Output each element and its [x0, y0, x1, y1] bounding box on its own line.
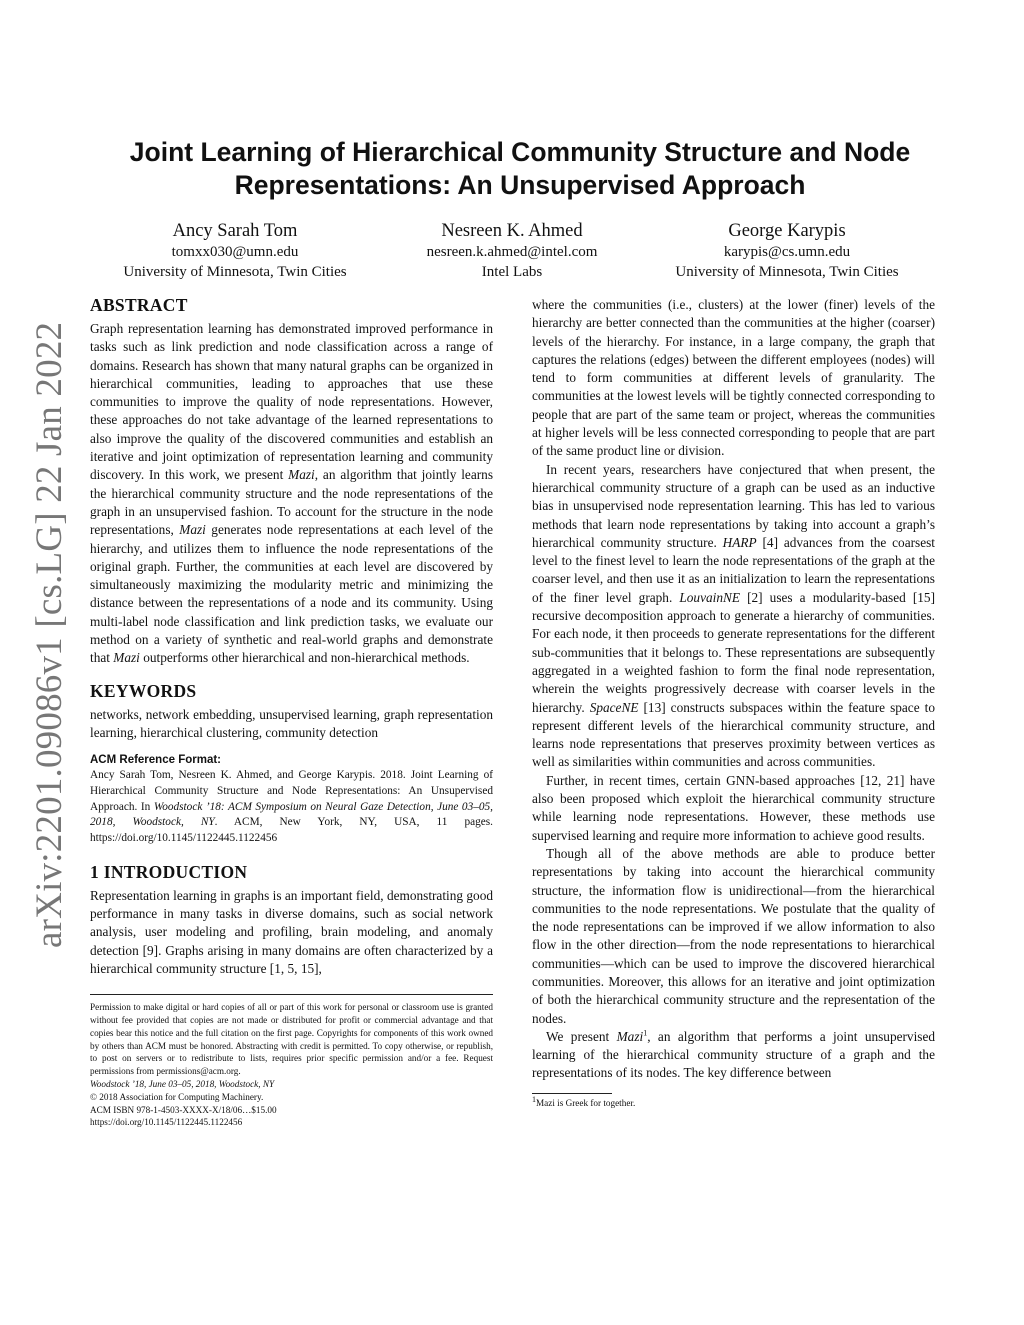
abstract-body: Graph representation learning has demonstrated improved performance in tasks such as link prediction and node classification across a range of domains. Research has shown that many natural graphs can be organized in hierarchical communities, leading to approaches that use these communities to improve the quality of node representations. However, these approaches do not take advantage of the learned representations to also improve the quality of the discovered communities and establish an iterative and joint optimization of representation learning and community discovery. In this work, we present Mazi, an algorithm that jointly learns the hierarchical community structure and the node representations of the graph in an unsupervised fashion. To account for the structure in the node representations, Mazi generates node representations at each level of the hierarchy, and utilizes them to influence the node representations of the original graph. Further, the communities at each level are discovered by simultaneously maximizing the modularity metric and minimizing the distance between the representations of a node and its community. Using multi-label node classification and link prediction tasks, we evaluate our method on a variety of synthetic and real-world graphs and demonstrate that Mazi outperforms other hierarchical and non-hierarchical methods. — [90, 321, 493, 666]
author-email: karypis@cs.umn.edu — [723, 244, 851, 260]
method-name: SpaceNE — [589, 699, 639, 715]
abstract-heading: ABSTRACT — [90, 295, 188, 315]
method-name: Mazi — [113, 650, 140, 666]
acm-reference-text: Ancy Sarah Tom, Nesreen K. Ahmed, and George Karypis. 2018. Joint Learning of Hierarchical Community Structure and Node Representations: An Unsupervised Approach. In Woodstock ’18: ACM Symposium on Neural Gaze Detection, June 03–05, 2018, Woodstock, NY. ACM, New York, NY, USA, 11 pages. https://doi.org/10.1145/1122445.1122456 — [90, 769, 493, 845]
footer-block — [90, 994, 493, 1129]
author-email: nesreen.k.ahmed@intel.com — [426, 244, 598, 260]
left-column — [90, 294, 493, 1129]
venue-line: Woodstock ’18, June 03–05, 2018, Woodstock, NY — [90, 1079, 275, 1090]
body-paragraph: Further, in recent times, certain GNN-based approaches [12, 21] have also been proposed which exploit the hierarchical community structure while learning node representations. However, these methods use supervised learning and require more information to achieve good results. — [532, 772, 935, 843]
permission-notice: Permission to make digital or hard copies of all or part of this work for personal or classroom use is granted without fee provided that copies are not made or distributed for profit or commercial advantage and that copies bear this notice and the full citation on the first page. Copyrights for components of this work owned by others than ACM must be honored. Abstracting with credit is permitted. To copy otherwise, or republish, to post on servers or to redistribute to lists, requires prior specific permission and/or a fee. Request permissions from permissions@acm.org. — [90, 1002, 493, 1077]
author-block — [90, 220, 940, 285]
keywords-heading: KEYWORDS — [90, 680, 197, 701]
paper-title: Joint Learning of Hierarchical Community Structure and Node Representations: An Unsupervised Approach — [129, 137, 911, 200]
copyright-line: © 2018 Association for Computing Machinery. — [90, 1091, 264, 1102]
author-affiliation: Intel Labs — [481, 264, 543, 280]
body-paragraph: Though all of the above methods are able to produce better representations by taking into account the hierarchical community structure, the information flow is unidirectional—from the hierarchical communities to the node representations. We postulate that the quality of the node representations can be improved if we allow information to also flow in the other direction—from the node representations to hierarchical communities—which can be used to improve the discovered hierarchical communities. Moreover, this allows for an iterative and joint optimization of both the hierarchical community structure and the representation of the nodes. — [532, 845, 935, 1026]
author-2 — [367, 220, 657, 282]
acm-reference-heading: ACM Reference Format: — [90, 754, 221, 767]
introduction-paragraph: Representation learning in graphs is an important field, demonstrating good performance in many tasks in diverse domains, such as social network analysis, user modeling and profiling, brain modeling, and anomaly detection [9]. Graphs arising in many domains are often characterized by a hierarchical community structure [1, 5, 15], — [90, 887, 493, 976]
doi-line: https://doi.org/10.1145/1122445.1122456 — [90, 1117, 243, 1128]
method-name: LouvainNE — [679, 589, 740, 605]
footnote-rule — [532, 1093, 612, 1094]
isbn-line: ACM ISBN 978-1-4503-XXXX-X/18/06…$15.00 — [90, 1104, 277, 1115]
footnote: $^1$Mazi is Greek for together. — [532, 1094, 636, 1108]
introduction-heading: 1 INTRODUCTION — [90, 861, 248, 882]
body-paragraph: In recent years, researchers have conjectured that when present, the hierarchical community structure of a graph can be used as an inductive bias in unsupervised node representation learning. This has led to various methods that learn node representations by taking into account a graph’s hierarchical community structure. HARP [4] advances from the coarsest level to the finest level to learn the node representations of the graph at the coarser level, and then use it as an initialization to learn the representations of the finer level graph. LouvainNE [2] uses a modularity-based [15] recursive decomposition approach to generate a hierarchy of communities. For each node, it then proceeds to generate representations for the different sub-communities that it belongs to. These representations are subsequently aggregated in a weighted fashion to form the final node representation, wherein the weights progressively decrease with coarser levels in the hierarchy. SpaceNE [13] constructs subspaces within the feature space to represent different levels of the hierarchical community structure, and learns node representations that preserves proximity between vertices as well as similarities within communities and across communities. — [532, 461, 935, 770]
author-affiliation: University of Minnesota, Twin Cities — [123, 264, 347, 280]
author-email: tomxx030@umn.edu — [171, 244, 299, 260]
author-name: Nesreen K. Ahmed — [441, 221, 583, 241]
footnote-marker: 1 — [643, 1028, 648, 1038]
method-name: Mazi — [179, 522, 206, 538]
author-name: Ancy Sarah Tom — [172, 221, 298, 241]
keywords-text: networks, network embedding, unsupervised learning, graph representation learning, hierarchical clustering, community detection — [90, 706, 493, 740]
method-name: Mazi — [288, 467, 315, 483]
author-name: George Karypis — [728, 221, 846, 241]
right-column — [532, 296, 935, 1110]
author-affiliation: University of Minnesota, Twin Cities — [675, 264, 899, 280]
body-paragraph: We present Mazi$^1$, an algorithm that performs a joint unsupervised learning of the hierarchical community structure of a graph and the representations of its nodes. The key difference between — [532, 1028, 935, 1081]
body-paragraph: where the communities (i.e., clusters) at the lower (finer) levels of the hierarchy are better connected than the communities at the higher (coarser) levels of the hierarchy. For instance, in a large company, the graph that captures the relations (edges) between the different employees (nodes) will tend to form communities at different levels of granularity. The communities at the lowest levels will be tightly connected corresponding to people that are part of the same team or project, whereas the communities at higher levels will be less connected corresponding to people that are part of the same product line or division. — [532, 297, 935, 459]
author-1 — [90, 220, 380, 282]
method-name: HARP — [722, 534, 757, 550]
method-name: Mazi — [616, 1028, 644, 1044]
author-3 — [642, 220, 932, 282]
arxiv-identifier: arXiv:2201.09086v1 [cs.LG] 22 Jan 2022 — [29, 321, 70, 948]
